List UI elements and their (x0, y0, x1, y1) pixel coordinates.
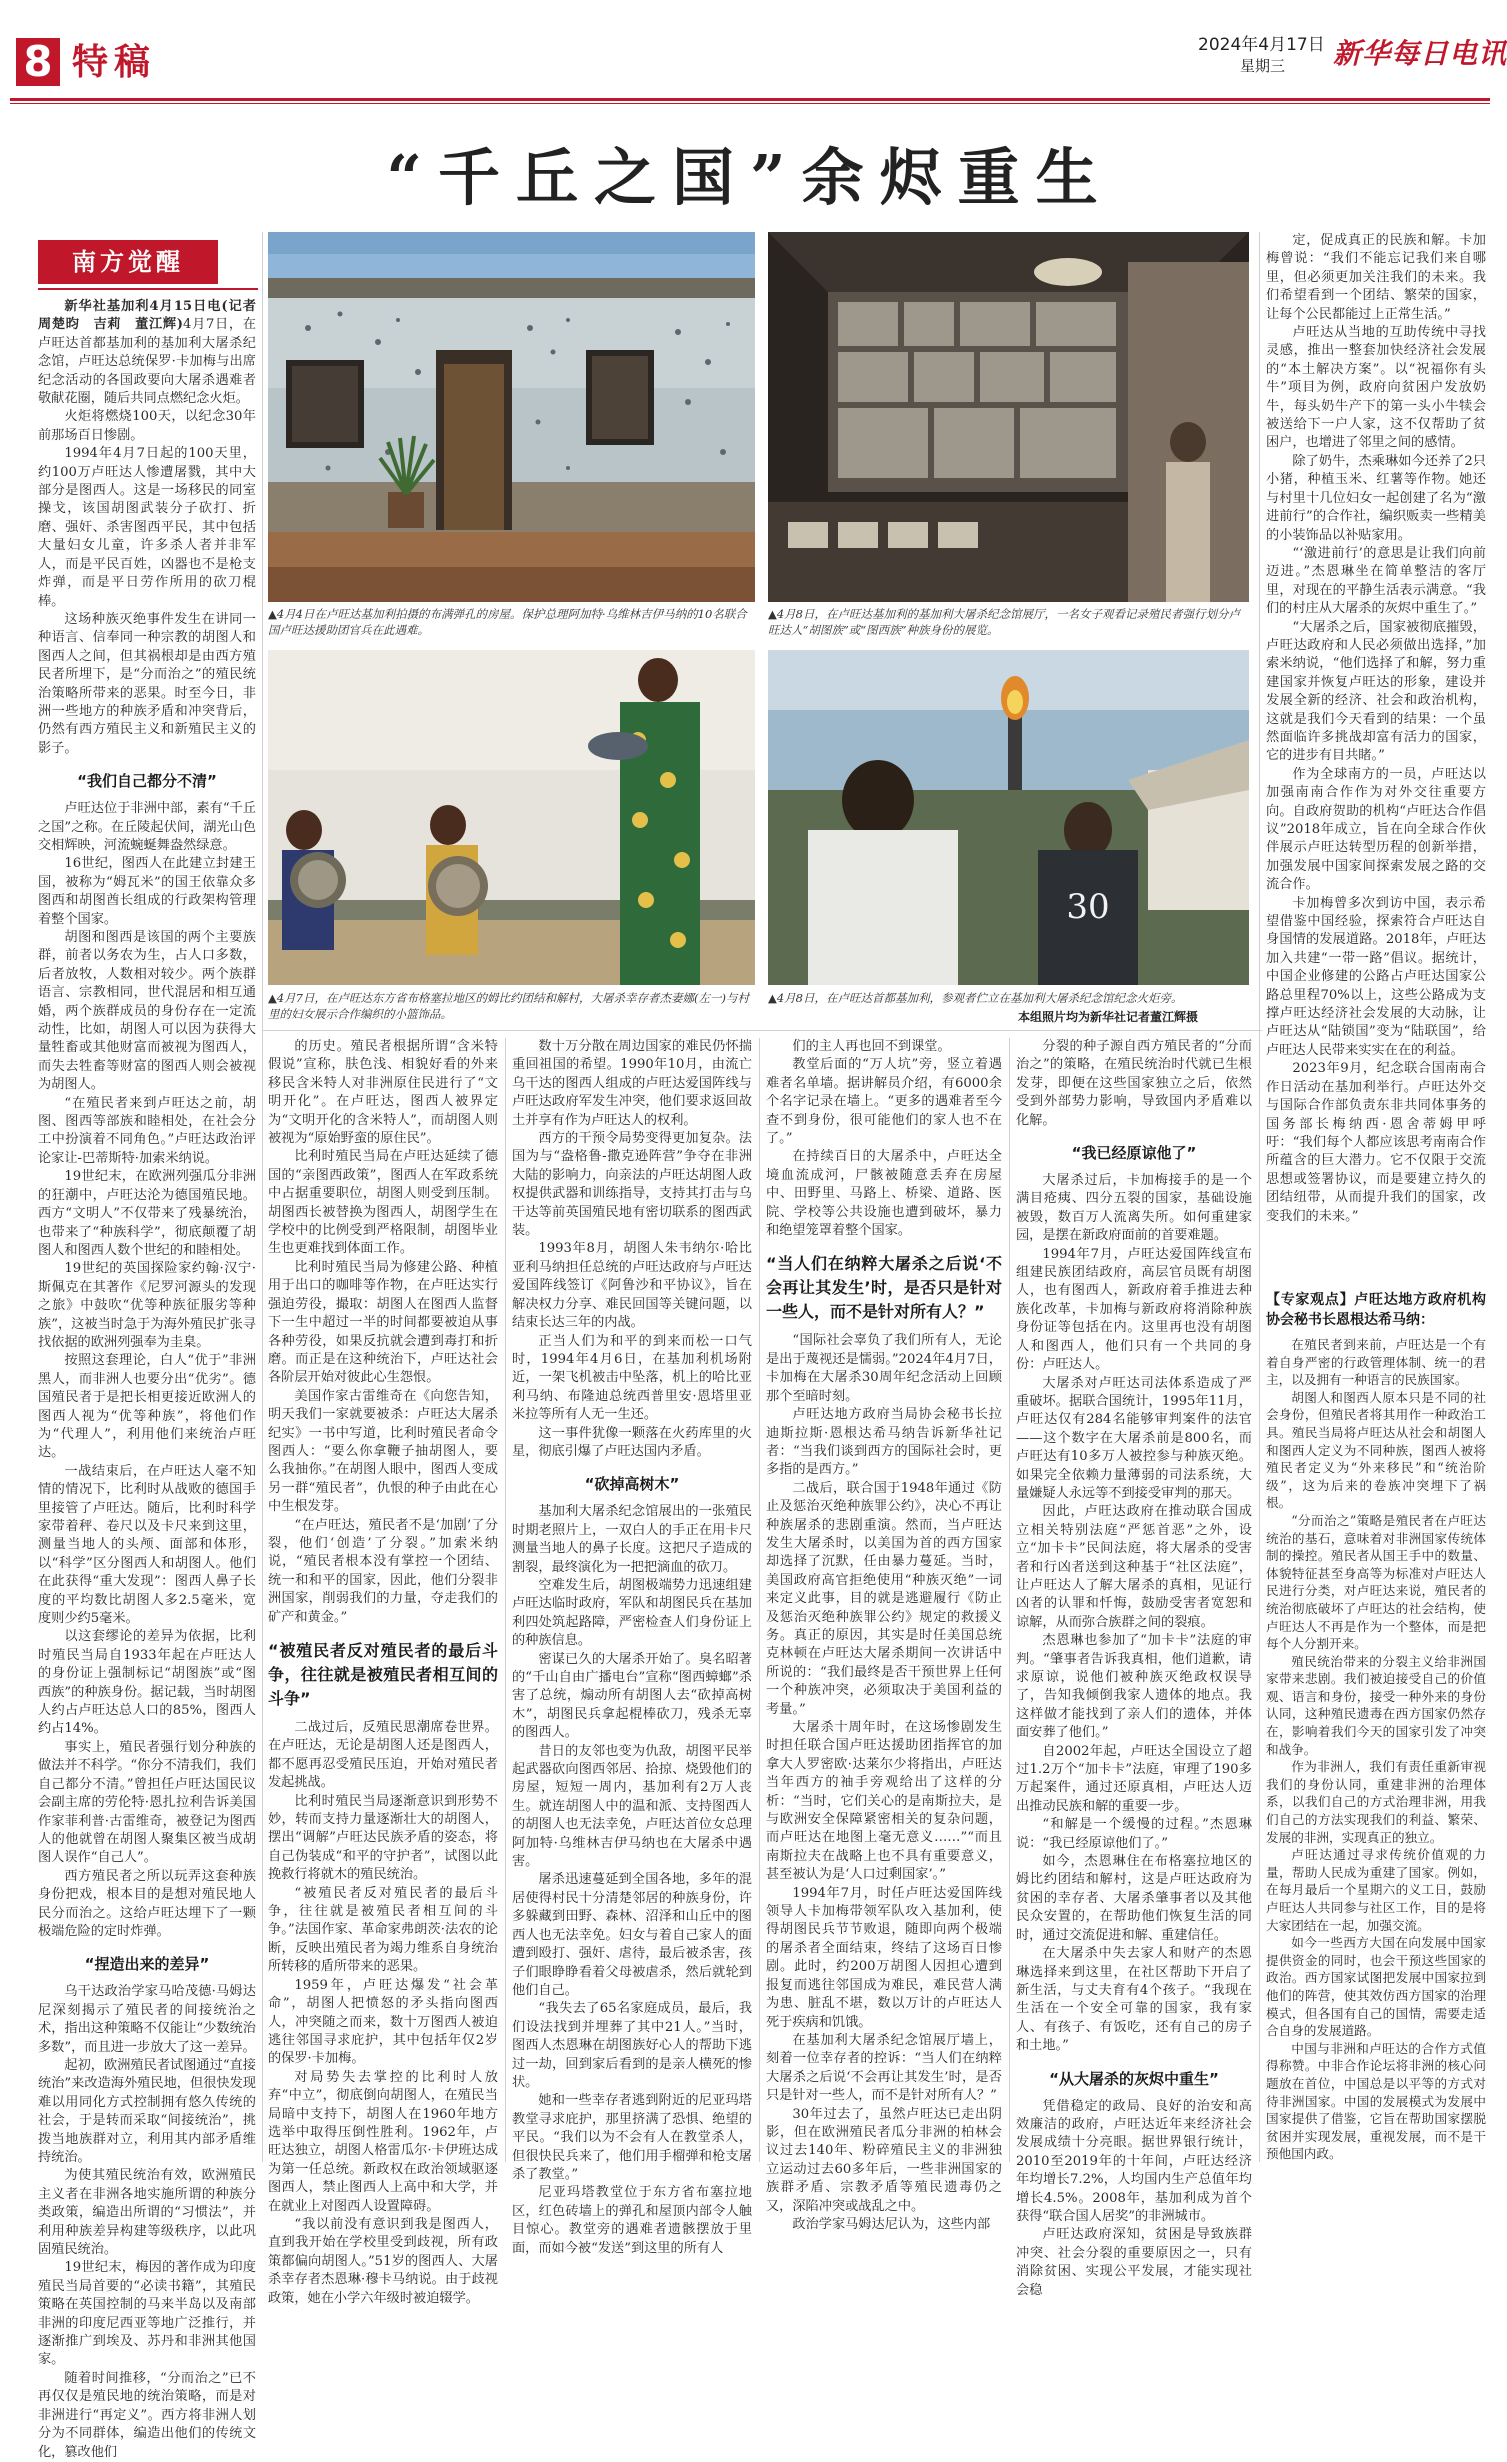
paragraph: 杰恩琳也参加了“加卡卡”法庭的审判。“肇事者告诉我真相，他们道歉，请求原谅，说他们被种族灭绝政权误导了，告知我倾倒我家人遗体的地点。我这样做才能找到了亲人们的遗体，并体面安葬了他们。” (1016, 1633, 1252, 1741)
lead-text: 4月7日，在卢旺达首都基加利的基加利大屠杀纪念馆，卢旺达总统保罗·卡加梅与出席纪念活动的各国政要向大屠杀遇难者敬献花圈，随后共同点燃纪念火炬。 (38, 317, 256, 407)
paragraph: 昔日的友邻也变为仇敌，胡图平民举起武器砍向图西邻居、拾掠、烧毁他们的房屋，短短一周内，基加利有2万人丧生。就连胡图人中的温和派、支持图西人的胡图人也无法幸免，卢旺达首位女总理阿加特·乌维林吉伊马纳也在大屠杀中遇害。 (512, 1743, 752, 1870)
expert-paragraph: 殖民统治带来的分裂主义给非洲国家带来悲剧。我们被迫接受自己的价值观、语言和身份，接受一种外来的身份认同，这种殖民遗毒在西方国家仍然存在，影响着我们今天的国家引发了冲突和战争。 (1266, 1653, 1486, 1757)
paragraph: 19世纪末，在欧洲列强瓜分非洲的狂潮中，卢旺达沦为德国殖民地。西方“文明人”不仅带来了残暴统治，也带来了“种族科学”，彻底颠覆了胡图人和图西人数个世纪的和睦相处。 (38, 1169, 256, 1258)
dateline: 新华社基加利4月15日电(记者周楚昀 吉莉 董江辉) (38, 299, 256, 333)
paragraph: 在持续百日的大屠杀中，卢旺达全境血流成河，尸骸被随意丢弃在房屋中、田野里、马路上、桥梁、道路、医院、学校等公共设施也遭到破坏，暴力和绝望笼罩着整个国家。 (766, 1149, 1002, 1239)
paragraph: 为使其殖民统治有效，欧洲殖民主义者在非洲各地实施所谓的种族分类政策，编造出所谓的“习惯法”，并利用种族差异构建等级秩序，以此巩固殖民统治。 (38, 2168, 256, 2258)
house-illustration (268, 232, 755, 602)
paragraph: 卢旺达地方政府当局协会秘书长拉迪斯拉斯·恩根达希马纳告诉新华社记者：“当我们谈到西方的国际社会时，更多指的是西方。” (766, 1407, 1002, 1478)
subhead: “当人们在纳粹大屠杀之后说‘不会再让其发生’时，是否只是针对一些人，而不是针对所有人？” (766, 1254, 1002, 1322)
photo-caption: ▲4月8日，在卢旺达首都基加利，参观者伫立在基加利大屠杀纪念馆纪念火炬旁。 (768, 991, 1183, 1005)
paragraph: 起初，欧洲殖民者试图通过“直接统治”来改造海外殖民地，但很快发现难以用同化方式控制拥有悠久传统的社会，于是转而采取“间接统治”，挑拨当地族群对立，利用其内部矛盾维持统治。 (38, 2057, 256, 2165)
paragraph: “国际社会辜负了我们所有人，无论是出于蔑视还是懦弱。”2024年4月7日，卡加梅在大屠杀30周年纪念活动上回顾那个至暗时刻。 (766, 1333, 1002, 1404)
photo-memorial-exhibition (768, 232, 1249, 602)
column-4 (766, 1038, 1002, 2232)
paragraph: 1959年，卢旺达爆发“社会革命”，胡图人把愤怒的矛头指向图西人，冲突随之而来，数十万图西人被迫逃往邻国寻求庇护，其中包括年仅2岁的保罗·卡加梅。 (268, 1977, 498, 2067)
paragraph: 卢旺达从当地的互助传统中寻找灵感，推出一整套加快经济社会发展的“本土解决方案”。以“祝福你有头牛”项目为例，政府向贫困户发放奶牛，每头奶牛产下的第一头小牛犊会被送给下一户人家，这不仅帮助了贫困户，也增进了邻里之间的感情。 (1266, 325, 1486, 451)
paragraph: 数十万分散在周边国家的难民仍怀揣重回祖国的希望。1990年10月，由流亡乌干达的图西人组成的卢旺达爱国阵线与卢旺达政府军发生冲突，他们要求返回故土并享有作为卢旺达人的权利。 (512, 1039, 752, 1128)
paragraph: 随着时间推移，“分而治之”已不再仅仅是殖民地的统治策略，而是对非洲进行“再定义”。西方将非洲人划分为不同群体，编造出他们的传统文化，篡改他们 (38, 2370, 256, 2460)
paragraph: 按照这套理论，白人“优于”非洲黑人，而非洲人也要分出“优劣”。德国殖民者于是把长相更接近欧洲人的图西人视为“优等种族”，将他们作为“代理人”，利用他们来统治卢旺达。 (38, 1353, 256, 1461)
paragraph: 教堂后面的“万人坑”旁，竖立着遇难者名单墙。据讲解员介绍，有6000余个名字记录在墙上。“更多的遇难者至今查不到身份，很可能他们的家人也不在了。” (766, 1057, 1002, 1147)
paragraph: 定，促成真正的民族和解。卡加梅曾说：“我们不能忘记我们来自哪里，但必须更加关注我们的未来。我们希望看到一个团结、繁荣的国家，让每个公民都能过上正常生活。” (1266, 233, 1486, 322)
paragraph: 大屠杀过后，卡加梅接手的是一个满目疮痍、四分五裂的国家，基础设施被毁，数百万人流离失所。如何重建家园，是摆在新政府面前的首要难题。 (1016, 1173, 1252, 1244)
paragraph: 大屠杀十周年时，在这场惨剧发生时担任联合国卢旺达援助团指挥官的加拿大人罗密欧·达莱尔少将指出，卢旺达当年西方的袖手旁观给出了这样的分析：“当时，它们关心的是南斯拉夫，是与欧洲安全保障紧密相关的复杂问题，而卢旺达在地图上毫无意义……”“而且南斯拉夫在战略上也不具有重要意义，甚至被认为是‘人口过剩国家’。” (766, 1720, 1002, 1883)
paragraph: 分裂的种子源自西方殖民者的“分而治之”的策略，在殖民统治时代就已生根发芽，即便在这些国家独立之后，依然受到外部势力影响，导致国内矛盾难以化解。 (1016, 1039, 1252, 1128)
photo-caption: ▲4月8日，在卢旺达基加利的基加利大屠杀纪念馆展厅，一名女子观看记录殖民者强行划分卢旺达人“胡图族”或“图西族”种族身份的展览。 (768, 607, 1240, 637)
paragraph: 比利时殖民当局逐渐意识到形势不妙，转而支持力量逐渐壮大的胡图人，摆出“调解”卢旺达民族矛盾的姿态，将自己伪装成“和平的守护者”，试图以此挽救行将就木的殖民统治。 (268, 1793, 498, 1883)
issue-date: 2024年4月17日 (1198, 35, 1325, 55)
paragraph: “被殖民者反对殖民者的最后斗争，往往就是被殖民者相互间的斗争。”法国作家、革命家弗朗茨·法农的论断，反映出殖民者为竭力维系自身统治所转移的盾所带来的恶果。 (268, 1885, 498, 1975)
paragraph: 对局势失去掌控的比利时人放弃“中立”，彻底倒向胡图人，在殖民当局暗中支持下，胡图人在1960年地方选举中取得压倒性胜利。1962年，卢旺达独立，胡图人格雷瓜尔·卡伊班达成为第一任总统。新政权在政治领域驱逐图西人，禁止图西人上高中和大学，并在就业上对图西人设置障碍。 (268, 2069, 498, 2214)
paragraph: 如今，杰恩琳住在布格塞拉地区的姆比约团结和解村，这是卢旺达政府为贫困的幸存者、大屠杀肇事者以及其他民众安置的，在帮助他们恢复生活的同时，通过交流促进和解、重建信任。 (1016, 1854, 1252, 1943)
paragraph: “我失去了65名家庭成员，最后，我们设法找到并埋葬了其中21人。”当时，图西人杰恩琳在胡图族好心人的帮助下逃过一劫，回到家后看到的是亲人横死的惨状。 (512, 2001, 752, 2090)
photo-bullet-riddled-house (268, 232, 755, 602)
paragraph: “在卢旺达，殖民者不是‘加剧’了分裂，他们‘创造’了分裂。”加索米纳说，“殖民者根本没有掌控一个团结、统一和和平的国家，因此，他们分裂非洲国家，削弱我们的力量，夺走我们的矿产和黄金。” (268, 1517, 498, 1625)
column-divider (1009, 1038, 1010, 2162)
women-illustration (268, 650, 755, 985)
paragraph: 30年过去了，虽然卢旺达已走出阴影，但在欧洲殖民者瓜分非洲的柏林会议过去140年、粉碎殖民主义的非洲独立运动过去60多年后，一些非洲国家的族群矛盾、宗教矛盾等殖民遗毒仍之又，深陷冲突或战乱之中。 (766, 2106, 1002, 2214)
page-number: 8 (16, 38, 60, 86)
paragraph: 的历史。殖民者根据所谓“含米特假说”宣称，肤色浅、相貌好看的外来移民含米特人对非洲原住民进行了“文明开化”。在卢旺达，图西人被界定为“文明开化的含米特人”，而胡图人则被视为“原始野蛮的原住民”。 (268, 1039, 498, 1147)
paragraph: 凭借稳定的政局、良好的治安和高效廉洁的政府，卢旺达近年来经济社会发展成绩十分亮眼。据世界银行统计，2010至2019年的十年间，卢旺达经济年均增长7.2%，人均国内生产总值年均增长4.5%。2008年，基加利成为首个获得“联合国人居奖”的非洲城市。 (1016, 2098, 1252, 2224)
paragraph: 卡加梅曾多次到访中国，表示希望借鉴中国经验，探索符合卢旺达自身国情的发展道路。2018年，卢旺达加入共建“一带一路”倡议。据统计，中国企业修建的公路占卢旺达国家公路总里程70%以上，这些公路成为支撑卢旺达经济社会发展的大动脉，让卢旺达从“陆锁国”变为“陆联国”，给卢旺达人民带来实实在在的利益。 (1266, 895, 1486, 1058)
banner-number: 30 (1066, 887, 1110, 927)
header-rule (10, 98, 1490, 101)
paragraph: 空难发生后，胡图极端势力迅速组建卢旺达临时政府，军队和胡图民兵在基加利四处筑起路障，严密检查人们身份证上的种族信息。 (512, 1577, 752, 1649)
column-tag: 南方觉醒 (38, 240, 218, 284)
expert-paragraph: 中国与非洲和卢旺达的合作方式值得称赞。中非合作论坛将非洲的核心问题放在首位，中国总是以平等的方式对待非洲国家。中国的发展模式为发展中国家提供了借鉴，它旨在帮助国家摆脱贫困并实现发展，重视发展，而不是干预他国内政。 (1266, 2040, 1486, 2162)
flame-illustration (768, 650, 1249, 985)
header-rule-thin (10, 103, 1490, 104)
expert-paragraph: 作为非洲人，我们有责任重新审视我们的身份认同，重建非洲的治理体系，以我们自己的方式治理非洲，用我们自己的方法实现我们的利益、繁荣、发展的非洲，实现真正的独立。 (1266, 1759, 1486, 1845)
column-6 (1266, 232, 1486, 1280)
photo-weaving-women (268, 650, 755, 985)
paragraph: 二战后，联合国于1948年通过《防止及惩治灭绝种族罪公约》，决心不再让种族屠杀的悲剧重演。然而，当卢旺达发生大屠杀时，以美国为首的西方国家却选择了沉默，任由暴力蔓延。当时，美国政府高官拒绝使用“种族灭绝”一词来定义此事，目的就是逃避履行《防止及惩治灭绝种族罪公约》规定的救援义务。真正的原因，其实是时任美国总统克林顿在卢旺达大屠杀期间一次讲话中所说的：“我们最终是否干预世界上任何一个种族冲突，必须取决于美国利益的考量。” (766, 1480, 1002, 1717)
column-divider (759, 1038, 760, 2162)
expert-paragraph: 如今一些西方大国在向发展中国家提供资金的同时，也会干预这些国家的政治。西方国家试图把发展中国家拉到他们的阵营，使其效仿西方国家的治理模式，但各国有自己的国情，需要走适合自身的发展道路。 (1266, 1935, 1486, 2039)
paragraph: 尼亚玛塔教堂位于东方省布塞拉地区，红色砖墙上的弹孔和屋顶内部令人触目惊心。教堂旁的遇难者遗骸摆放于里面，而如今被“发送”到这里的所有人 (512, 2185, 752, 2256)
section-name: 特稿 (72, 41, 157, 83)
paragraph: 们的主人再也回不到课堂。 (792, 1039, 951, 1054)
exhibition-illustration (768, 232, 1249, 602)
paragraph: 2023年9月，纪念联合国南南合作日活动在基加利举行。卢旺达外交与国际合作部负责东非共同体事务的国务部长梅纳西·恩舍蒂姆甲呼吁：“我们每个人都应该思考南南合作所蕴含的巨大潜力。它不仅限于交流思想或签署协议，而是要建立持久的团结纽带，从而提升我们的国家，改变我们的未来。” (1266, 1061, 1486, 1224)
column-divider (505, 1038, 506, 2162)
column-5 (1016, 1038, 1252, 2298)
subhead: “被殖民者反对殖民者的最后斗争，往往就是被殖民者相互间的斗争” (268, 1641, 498, 1708)
subhead: “我已经原谅他了” (1071, 1144, 1197, 1163)
paragraph: 她和一些幸存者逃到附近的尼亚玛塔教堂寻求庇护，那里挤满了恐惧、绝望的平民。“我们以为不会有人在教堂杀人，但很快民兵来了，他们用手榴弹和枪支屠杀了教堂。” (512, 2093, 752, 2182)
paragraph: “大屠杀之后，国家被彻底摧毁，卢旺达政府和人民必须做出选择，”加索米纳说，“他们选择了和解，努力重建国家并恢复卢旺达的形象，建设并发展全新的经济、社会和政治机构，这就是我们今天看到的结果：一个虽然面临许多挑战却富有活力的国家，它的进步有目共睹。” (1266, 619, 1486, 764)
paragraph: 卢旺达政府深知，贫困是导致族群冲突、社会分裂的重要原因之一，只有消除贫困、实现公平发展，才能实现社会稳 (1016, 2227, 1252, 2298)
paragraph: 1994年7月，卢旺达爱国阵线宣布组建民族团结政府，高层官员既有胡图人，也有图西人，新政府着手推进去种族化改革，卡加梅与新政府将消除种族身份证等包括在内。这里再也没有胡图人和图西人，他们只有一个共同的身份：卢旺达人。 (1016, 1246, 1252, 1373)
expert-paragraph: 卢旺达通过寻求传统价值观的力量，帮助人民成为重建了国家。例如，在每月最后一个星期六的义工日，鼓励卢旺达人共同参与社区工作，目的是将大家团结在一起，加强交流。 (1266, 1847, 1486, 1933)
column-divider (262, 232, 263, 2162)
paragraph: “在殖民者来到卢旺达之前，胡图、图西等部族和睦相处，在社会分工中扮演着不同角色。”卢旺达政治评论家让-巴蒂斯特·加索米纳说。 (38, 1095, 256, 1166)
expert-paragraph: “分而治之”策略是殖民者在卢旺达统治的基石，意味着对非洲国家传统体制的操控。殖民者从国王手中的数量、体貌特征甚至身高等为标准对卢旺达人民进行分类，对卢旺达来说，殖民者的统治彻底破坏了卢旺达的社会结构，使卢旺达人不再是作为一个整体，而是把每个人分割开来。 (1266, 1512, 1486, 1652)
paragraph: 1993年8月，胡图人朱韦纳尔·哈比亚利马纳担任总统的卢旺达政府与卢旺达爱国阵线签订《阿鲁沙和平协议》，旨在解决权力分享、难民回国等关键问题，以结束长达三年的内战。 (512, 1241, 752, 1331)
column-3 (512, 1038, 752, 2256)
paragraph: 卢旺达位于非洲中部，素有“千丘之国”之称。在丘陵起伏间，湖光山色交相辉映，河流蜿蜒舞盎然绿意。 (38, 801, 256, 853)
photo-bottom-rule (262, 1030, 1262, 1031)
paragraph: 政治学家马姆达尼认为，这些内部 (792, 2216, 991, 2232)
paragraph: 事实上，殖民者强行划分种族的做法并不科学。“你分不清我们，我们自己都分不清。”曾担任卢旺达国民议会副主席的劳伦特·恩扎拉利告诉美国作家菲利普·古雷维奇，被登记为图西人的他就曾在胡图人聚集区被当成胡图人误作“自己人”。 (38, 1739, 256, 1866)
expert-paragraph: 胡图人和图西人原本只是不同的社会身份，但殖民者将其用作一种政治工具。殖民当局将卢旺达从社会和胡图人和图西人定义为不同种族，图西人被将殖民者定义为“外来移民”和“统治阶级”，这为后来的卷族冲突埋下了祸根。 (1266, 1389, 1486, 1511)
paragraph: 1994年4月7日起的100天里，约100万卢旺达人惨遭屠戮，其中大部分是图西人。这是一场移民的同室操戈，该国胡图武装分子砍打、折磨、强奸、杀害图西平民，其中包括大量妇女儿童，许多杀人者并非军人，而是平民百姓，凶器也不是枪支炸弹，而是平日劳作所用的砍刀棍棒。 (38, 446, 256, 609)
paragraph: 作为全球南方的一员，卢旺达以加强南南合作作为对外交往重要方向。自政府贺助的机构“卢旺达合作倡议”2018年成立，旨在向全球合作伙伴展示卢旺达转型历程的创新举措，加强发展中国家间探索发展之路的交流合作。 (1266, 766, 1486, 893)
expert-view-title: 【专家观点】卢旺达地方政府机构协会秘书长恩根达希马纳： (1266, 1292, 1486, 1328)
photo-memorial-flame (768, 650, 1249, 985)
paragraph: 正当人们为和平的到来而松一口气时，1994年4月6日，在基加利机场附近，一架飞机被击中坠落，机上的哈比亚利马纳、布隆迪总统西普里安·恩塔里亚米拉等所有人无一生还。 (512, 1333, 752, 1423)
expert-paragraph: 在殖民者到来前，卢旺达是一个有着自身严密的行政管理体制、统一的君主，以及拥有一种语言的民族国家。 (1266, 1337, 1486, 1388)
paragraph: 1994年7月，时任卢旺达爱国阵线领导人卡加梅带领军队攻入基加利，使得胡图民兵节节败退，随即向两个极端的屠杀者全面结束，终结了这场百日惨剧。此时，约200万胡图人因担心遭到报复而逃往邻国成为难民，难民营人满为患、脏乱不堪，数以万计的卢旺达人死于疾病和饥饿。 (766, 1885, 1002, 2030)
paragraph: 除了奶牛，杰乘琳如今还养了2只小猪，种植玉米、红薯等作物。她还与村里十几位妇女一起创建了名为“激进前行”的合作社，编织贩卖一些精美的小装饰品以补贴家用。 (1266, 453, 1486, 543)
paragraph: 在基加利大屠杀纪念馆展厅墙上，刻着一位幸存者的控诉：“当人们在纳粹大屠杀之后说‘不会再让其发生’时，是否只是针对一些人，而不是针对所有人？” (766, 2032, 1002, 2104)
paragraph: 19世纪末，梅因的著作成为印度殖民当局首要的“必读书籍”，其殖民策略在英国控制的马来半岛以及南部非洲的印度尼西亚等地广泛推行，并逐渐推广到埃及、苏丹和非洲其他国家。 (38, 2260, 256, 2368)
paragraph: 乌干达政治学家马哈茂德·马姆达尼深刻揭示了殖民者的间接统治之术，指出这种策略不仅能让“少数统治多数”，而且进一步放大了这一差异。 (38, 1984, 256, 2055)
paragraph: 西方的干预令局势变得更加复杂。法国为与“盎格鲁-撒克逊阵营”争夺在非洲大陆的影响力，向亲法的卢旺达胡图人政权提供武器和训练指导，支持其打击与乌干达等前英国殖民地有密切联系的图西武装。 (512, 1131, 752, 1239)
paragraph: 在大屠杀中失去家人和财产的杰恩琳选择来到这里，在社区帮助下开启了新生活，与丈夫育有4个孩子。“我现在生活在一个安全可靠的国家，我有家人、有孩子、有饭吃，还有自己的房子和土地。” (1016, 1946, 1252, 2054)
column-divider (1259, 232, 1260, 2162)
paragraph: 16世纪，图西人在此建立封建王国，被称为“姆瓦米”的国王依靠众多图西和胡图酋长组成的行政架构管理着整个国家。 (38, 856, 256, 927)
subhead: “捏造出来的差异” (84, 1955, 210, 1974)
paragraph: 胡图和图西是该国的两个主要族群，前者以务农为生，占人口多数，后者放牧，人数相对较少。两个族群语言、宗教相同，世代混居和相互通婚，两个族群成员的身份存在一定流动性，比如，胡图人可以因为获得大量牲畜或其他财富而被视为图西人，而失去牲畜等财富的图西人则会被视为胡图人。 (38, 930, 256, 1093)
paragraph: 火炬将燃烧100天，以纪念30年前那场百日惨剧。 (38, 409, 256, 443)
paragraph: 大屠杀对卢旺达司法体系造成了严重破坏。据联合国统计，1995年11月，卢旺达仅有284名能够审判案件的法官——这个数字在大屠杀前是800名，而卢旺达有10多万人被控参与种族灭绝。如果完全依赖力量薄弱的司法系统，大量嫌疑人永远等不到接受审判的那天。 (1016, 1375, 1252, 1501)
newspaper-logo: 新华每日电讯 (1333, 37, 1507, 70)
subhead: “从大屠杀的灰烬中重生” (1049, 2069, 1219, 2088)
column-tag-underline (38, 288, 258, 290)
paragraph: 西方殖民者之所以玩弄这套种族身份把戏，根本目的是想对殖民地人民分而治之。这给卢旺达埋下了一颗极端危险的定时炸弹。 (38, 1868, 256, 1939)
column-1 (38, 298, 256, 2460)
subhead: “我们自己都分不清” (77, 772, 217, 791)
column-2 (268, 1038, 498, 2306)
issue-weekday: 星期三 (1240, 57, 1286, 75)
paragraph: 这场种族灭绝事件发生在讲同一种语言、信奉同一种宗教的胡图人和图西人之间，但其祸根却是由西方殖民者所埋下，是“分而治之”的殖民统治策略所带来的恶果。时至今日，非洲一些地方的种族矛盾和冲突背后，仍然有西方殖民主义和新殖民主义的影子。 (38, 611, 256, 756)
photo-caption: ▲4月4日在卢旺达基加利拍摄的布满弹孔的房屋。保护总理阿加特·乌维林吉伊马纳的10名联合国卢旺达援助团官兵在此遇难。 (268, 607, 747, 637)
paragraph: 这一事件犹像一颗落在火药库里的火星，彻底引爆了卢旺达国内矛盾。 (512, 1425, 752, 1459)
lead-paragraph (38, 298, 256, 408)
paragraph: “和解是一个缓慢的过程。”杰恩琳说：“我已经原谅他们了。” (1016, 1817, 1252, 1851)
expert-view-box (1266, 1290, 1486, 2160)
paragraph: “我以前没有意识到我是图西人，直到我开始在学校里受到歧视，所有政策都偏向胡图人。”51岁的图西人、大屠杀幸存者杰恩琳·穆卡马纳说。由于歧视政策，她在小学六年级时被迫辍学。 (268, 2216, 498, 2306)
paragraph: 一战结束后，在卢旺达人毫不知情的情况下，比利时从战败的德国手里接管了卢旺达。随后，比利时科学家带着秤、卷尺以及卡尺来到这里，测量当地人的头颅、面部和体形，以“科学”区分图西人和胡图人。他们在此获得“重大发现”：图西人鼻子长度的平均数比胡图人多2.5毫米，宽度则少约5毫米。 (38, 1463, 256, 1627)
page-header (0, 0, 1507, 110)
paragraph: 因此，卢旺达政府在推动联合国成立相关特别法庭“严惩首恶”之外，设立“加卡卡”民间法庭，将大屠杀的受害者和行凶者送到这种基于“社区法庭”，让卢旺达人了解大屠杀的真相，见证行凶者的认罪和忏悔，鼓励受害者宽恕和谅解，从而弥合族群之间的裂痕。 (1016, 1504, 1252, 1630)
paragraph: 自2002年起，卢旺达全国设立了超过1.2万个“加卡卡”法庭，审理了190多万起案件，通过还原真相，卢旺达人迈出推动民族和解的重要一步。 (1016, 1743, 1252, 1814)
paragraph: 屠杀迅速蔓延到全国各地，多年的混居使得村民十分清楚邻居的种族身份，许多躲藏到田野、森林、沼泽和山丘中的图西人也无法幸免。妇女与着自己家人的面遭到殴打、强奸、虐待，最后被杀害，孩子们眼睁睁看着父母被虐杀，然后就轮到他们自己。 (512, 1872, 752, 1998)
photo-credit: 本组照片均为新华社记者董江辉摄 (1018, 1010, 1199, 1024)
subhead: “砍掉高树木” (584, 1475, 680, 1494)
photo-caption: ▲4月7日，在卢旺达东方省布格塞拉地区的姆比约团结和解村，大屠杀幸存者杰妻娜(左一)与村里的妇女展示合作编织的小篮饰品。 (268, 991, 749, 1021)
paragraph: 美国作家古雷维奇在《向您告知，明天我们一家就要被杀：卢旺达大屠杀纪实》一书中写道，比利时殖民者命令图西人：“要么你拿鞭子抽胡图人，要么我抽你。”在胡图人眼中，图西人变成另一群“殖民者”，仇恨的种子由此在心中生根发芽。 (268, 1388, 498, 1515)
paragraph: 二战过后，反殖民思潮席卷世界。在卢旺达，无论是胡图人还是图西人，都不愿再忍受殖民压迫，开始对殖民者发起挑战。 (268, 1720, 498, 1791)
paragraph: 基加利大屠杀纪念馆展出的一张殖民时期老照片上，一双白人的手正在用卡尺测量当地人的鼻子长度。这把尺子造成的割裂，最终演化为一把把滴血的砍刀。 (512, 1504, 752, 1575)
paragraph: 密谋已久的大屠杀开始了。臭名昭著的“千山自由广播电台”宣称“图西蟑螂”杀害了总统，煽动所有胡图人去“砍掉高树木”，胡图民兵拿起棍棒砍刀，残杀无辜的图西人。 (512, 1651, 752, 1741)
headline: “千丘之国”余烬重生 (386, 141, 1114, 214)
paragraph: 比利时殖民当局在卢旺达延续了德国的“亲图西政策”，图西人在军政系统中占据重要职位，胡图人则受到压制。胡图西长被替换为图西人，胡图学生在学校中的比例受到严格限制，胡图毕业生也更难找到体面工作。 (268, 1149, 498, 1257)
paragraph: 比利时殖民当局为修建公路、种植用于出口的咖啡等作物，在卢旺达实行强迫劳役，撮取：胡图人在图西人监督下一生中超过一半的时间都要被迫从事各种劳役，如果反抗就会遭到毒打和折磨。而正是在这种统治下，卢旺达社会各阶层开始对彼此心生怨恨。 (268, 1259, 498, 1386)
paragraph: 以这套缪论的差异为依据，比利时殖民当局自1933年起在卢旺达人的身份证上强制标记“胡图族”或“图西族”的种族身份。据记载，当时胡图人约占卢旺达总人口的85%，图西人约占14%。 (38, 1629, 256, 1737)
paragraph: “‘激进前行’的意思是让我们向前迈进。”杰恩琳坐在简单整洁的客厅里，对现在的平静生活表示满意。“我们的村庄从大屠杀的灰烬中重生了。” (1266, 545, 1486, 617)
paragraph: 19世纪的英国探险家约翰·汉宁·斯佩克在其著作《尼罗河源头的发现之旅》中鼓吹“优等种族征服劣等种族”，这被当时急于为海外殖民扩张寻找依据的欧洲列强奉为圭臬。 (38, 1261, 256, 1350)
